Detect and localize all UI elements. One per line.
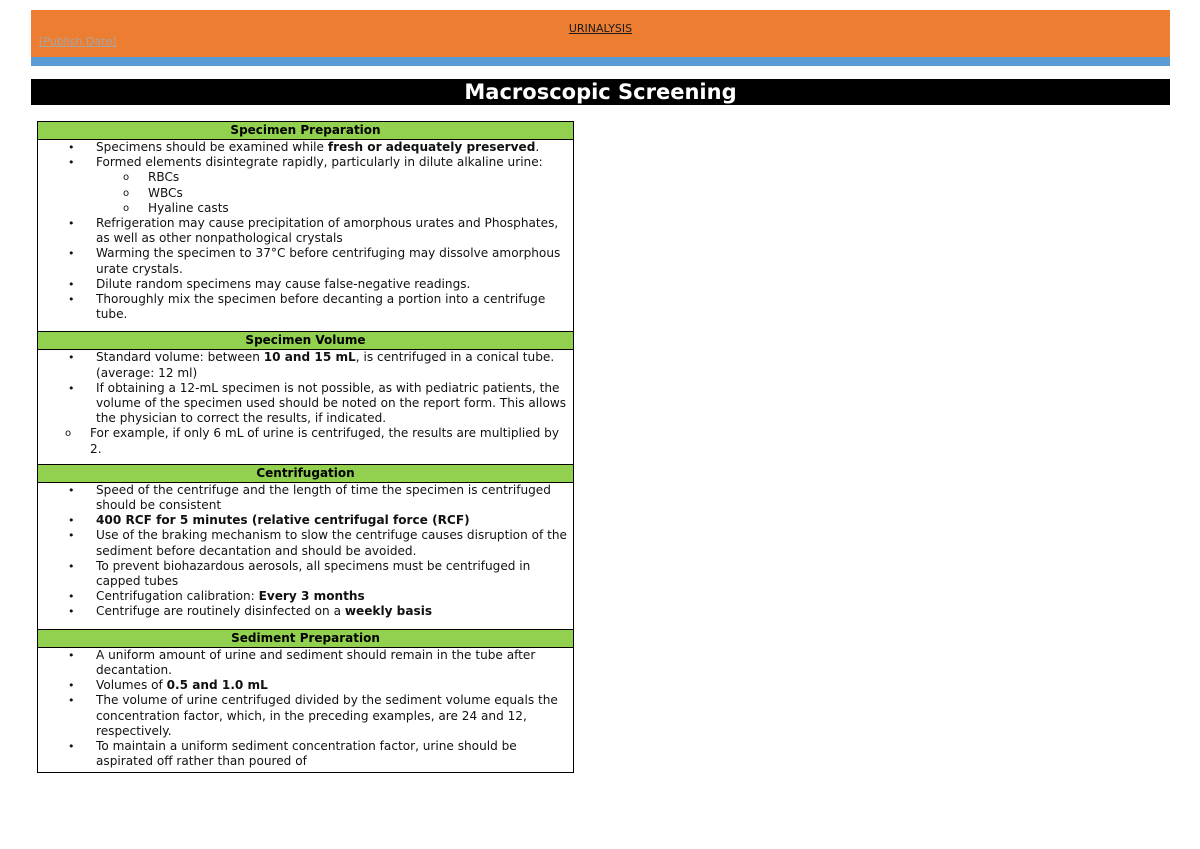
list-item xyxy=(38,678,569,693)
list-item xyxy=(38,604,569,619)
list-item: • To maintain a uniform sediment concentration factor, urine should be aspirated off rather than poured of xyxy=(38,739,569,769)
bullet-emphasis: 10 and 15 mL xyxy=(263,350,356,365)
header-title[interactable]: URINALYSIS xyxy=(568,22,633,35)
bullet-emphasis: 0.5 and 1.0 mL xyxy=(166,678,268,693)
list-item: • Refrigeration may cause precipitation of amorphous urates and Phosphates, as well as other nonpathological crystals xyxy=(38,216,569,246)
bullet-text: Formed elements disintegrate rapidly, particularly in dilute alkaline urine: xyxy=(96,155,543,170)
sub-list-item: o WBCs xyxy=(38,186,569,201)
header-accent-strip xyxy=(31,57,1170,66)
list-item xyxy=(38,350,569,380)
section-body-specimen-preparation xyxy=(38,140,574,332)
bullet-text: Standard volume: between xyxy=(96,350,264,365)
section-header-specimen-preparation: Specimen Preparation xyxy=(38,122,574,140)
list-item: • Warming the specimen to 37°C before centrifuging may dissolve amorphous urate crystals. xyxy=(38,246,569,276)
bullet-text: Centrifugation calibration: xyxy=(96,589,259,604)
bullet-emphasis: weekly basis xyxy=(344,604,433,619)
list-item: • Use of the braking mechanism to slow the centrifuge causes disruption of the sediment before decantation and should be avoided. xyxy=(38,528,569,558)
publish-date-field[interactable]: [Publish Date] xyxy=(39,35,117,48)
bullet-text: . xyxy=(535,140,540,154)
bullet-text: Specimens should be examined while xyxy=(96,140,328,154)
list-item: • Thoroughly mix the specimen before decanting a portion into a centrifuge tube. xyxy=(38,292,569,322)
sub-list-item: o Hyaline casts xyxy=(38,201,569,216)
section-header-sediment-preparation: Sediment Preparation xyxy=(38,629,574,647)
list-item: • To prevent biohazardous aerosols, all specimens must be centrifuged in capped tubes xyxy=(38,559,569,589)
list-item: • The volume of urine centrifuged divided by the sediment volume equals the concentration factor, which, in the preceding examples, are 24 and 12, respectively. xyxy=(38,693,569,739)
list-item xyxy=(38,513,569,528)
list-item xyxy=(38,155,569,170)
bullet-emphasis: fresh or adequately preserved xyxy=(327,140,536,154)
section-header-centrifugation: Centrifugation xyxy=(38,464,574,482)
list-item: • Speed of the centrifuge and the length of time the specimen is centrifuged should be consistent xyxy=(38,483,569,513)
list-item: • Dilute random specimens may cause false-negative readings. xyxy=(38,277,569,292)
list-item xyxy=(38,589,569,604)
header-bar xyxy=(31,10,1170,57)
bullet-emphasis: 400 RCF for 5 minutes (relative centrifugal force (RCF) xyxy=(96,513,470,528)
bullet-text: Volumes of xyxy=(96,678,167,693)
sub-list-item: o RBCs xyxy=(38,170,569,185)
section-header-specimen-volume: Specimen Volume xyxy=(38,332,574,350)
page-title: Macroscopic Screening xyxy=(31,79,1170,105)
notes-table xyxy=(37,121,574,773)
sub-list-item: o For example, if only 6 mL of urine is centrifuged, the results are multiplied by 2. xyxy=(38,426,569,456)
list-item: • A uniform amount of urine and sediment should remain in the tube after decantation. xyxy=(38,648,569,678)
bullet-text: , is centrifuged in a conical tube. (average: 12 ml) xyxy=(96,350,555,380)
section-body-specimen-volume xyxy=(38,350,574,464)
section-body-sediment-preparation xyxy=(38,647,574,773)
bullet-emphasis: Every 3 months xyxy=(258,589,365,604)
section-body-centrifugation xyxy=(38,482,574,629)
bullet-text: If obtaining a 12-mL specimen is not possible, as with pediatric patients, the volume of the specimen used should be noted on the report form. This allows the physician to correct the results, if indicated. xyxy=(96,380,567,426)
bullet-text: Centrifuge are routinely disinfected on a xyxy=(96,604,345,619)
list-item xyxy=(38,140,569,155)
list-item xyxy=(38,381,569,457)
